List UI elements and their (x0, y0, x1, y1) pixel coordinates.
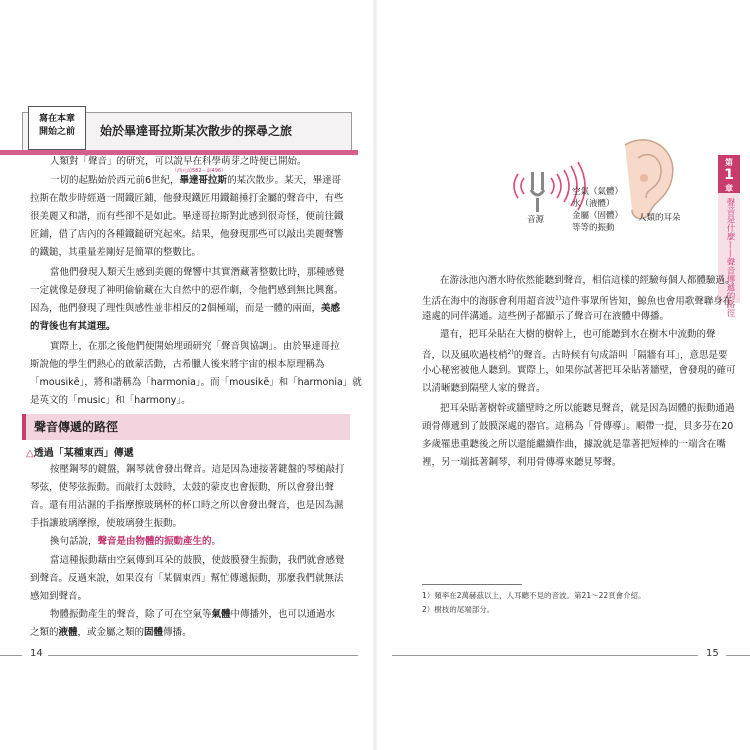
triangle-icon: △ (26, 448, 34, 459)
text-run: 換句話說， (50, 536, 98, 547)
ruby-annotation: （西元前582－前496） (172, 168, 227, 174)
highlight-term: 美感 (321, 303, 341, 314)
footer-rule (392, 655, 698, 656)
footer-rule-right (726, 655, 750, 656)
term-liquid: 液體 (58, 627, 78, 638)
text-run: 音，以及風吹過枝梢 (422, 350, 508, 362)
paragraph-line: 「mousikē」，將和諧稱為「harmonia」。而「mousikē」和「harmonia」就 (30, 377, 362, 388)
footer-rule (48, 655, 358, 656)
text-run: 一切的起點始於西元前6世紀， (50, 175, 180, 186)
media-air: 空氣（氣體） (572, 187, 624, 197)
paragraph-line: 以清晰聽到隔壁人家的聲音。 (422, 383, 546, 394)
highlight-name: 畢達哥拉斯 (179, 175, 228, 186)
footnote-1: 1）頻率在2萬赫茲以上，人耳聽不見的音波。第21～22頁會介紹。 (422, 591, 646, 600)
text-run: 因為，他們發現了理性與感性並非相反的2個極端，而是一體的兩面， (30, 303, 322, 314)
intro-tag (28, 106, 86, 150)
intro-tag-line1: 寫在本章 (38, 114, 75, 124)
paragraph-line: 的鐵鎚，其重量差剛好是簡單的整數比。 (30, 247, 202, 258)
text-run: 中傳播外，也可以通過水 (230, 609, 336, 620)
ear-icon (625, 140, 673, 219)
paragraph-line: 小心秘密被他人聽到。實際上，如果你試著把耳朵貼著牆壁，會發現的確可 (422, 365, 736, 376)
tuning-fork-icon (531, 172, 544, 212)
sound-wave-left-icon (514, 174, 524, 198)
text-run: 之類的 (30, 627, 59, 638)
footnote-ref: 2) (507, 349, 514, 356)
text-run: 。 (211, 536, 222, 547)
paragraph-line: 斯說他的學生們熱心的啟蒙活動，古希臘人後來將宇宙的根本原理稱為 (30, 359, 325, 370)
intro-title: 始於畢達哥拉斯某次散步的探尋之旅 (100, 124, 293, 138)
paragraph-line: 手指讓玻璃摩擦，使玻璃發生振動。 (30, 518, 183, 529)
paragraph-line: 是英文的「music」和「harmony」。 (30, 395, 191, 406)
paragraph-line: 把耳朵貼著樹幹或牆壁時之所以能聽見聲音，就是因為固體的振動通過 (440, 403, 735, 414)
page-number-right: 15 (706, 648, 719, 659)
text-run: 這件事眾所皆知，鯨魚也會用歌聲聯身在 (561, 296, 733, 308)
chapter-number: 1 (724, 167, 734, 183)
chapter-tab (718, 155, 740, 193)
paragraph-line: 一定就像是發現了神明偷偷藏在大自然中的惡作劇，令他們感到無比興奮。 (30, 285, 344, 296)
paragraph-line: 感知到聲音。 (30, 591, 88, 602)
page-number-left: 14 (30, 648, 43, 659)
text-run: 傳播。 (163, 627, 192, 638)
text-run: ，或金屬之類的 (77, 627, 145, 638)
paragraph: 人類對「聲音」的研究，可以說早在科學萌芽之時便已開始。 (50, 156, 307, 167)
paragraph-line: 的背後也有其道理。 (30, 321, 116, 332)
footer-rule-left (0, 655, 22, 656)
paragraph-line: 遠處的同伴溝通。這些例子都顯示了聲音可在液體中傳播。 (422, 311, 670, 322)
paragraph-line (50, 606, 335, 623)
paragraph-line: 多歲罹患重聽後之所以還能繼續作曲，據說就是靠著把短棒的一端含在嘴 (422, 439, 727, 450)
media-water: 水（液體） (572, 199, 615, 209)
paragraph-line: 頭骨傳遞到了鼓膜深處的器官。這稱為「骨傳導」。順帶一提，貝多芬在20 (422, 421, 734, 432)
paragraph-line: 在游泳池內潛水時依然能聽到聲音，相信這樣的經驗每個人都體驗過。 (440, 275, 735, 286)
subsection-title (26, 444, 134, 459)
paragraph-line (50, 533, 221, 550)
paragraph-line: 實際上，在那之後他們便開始埋頭研究「聲音與協調」。由於畢達哥拉 (50, 341, 340, 352)
term-solid: 固體 (144, 627, 164, 638)
key-point: 聲音是由物體的振動產生的 (97, 536, 212, 547)
paragraph-line: 音。還有用沾濕的手指摩擦玻璃杯的杯口時之所以會發出聲音，也是因為濕 (30, 500, 344, 511)
paragraph-line (30, 300, 340, 317)
chapter-tab-suffix: 章 (725, 184, 733, 193)
paragraph-line: 拉斯在散步時經過一間鐵匠鋪，他發現鐵匠用鐵鎚捶打金屬的聲音中，有些 (30, 193, 344, 204)
paragraph-line (30, 624, 192, 641)
footnote-2: 2）樹枝的尾端部分。 (422, 605, 495, 614)
text-run: 的某次散步。某天，畢達哥 (227, 175, 342, 186)
chapter-tab-prefix: 第 (725, 158, 733, 167)
paragraph-line: 當他們發現人類天生感到美麗的聲響中其實潛藏著整數比時，那種感覺 (50, 267, 345, 278)
paragraph-line: 到聲音。反過來說，如果沒有「某個東西」幫忙傳遞振動，那麼我們就無法 (30, 573, 344, 584)
chapter-side-title: 聲音是什麼——聲音傳遞的路徑 (725, 198, 735, 317)
paragraph-line: 裡，另一端抵著鋼琴，利用骨傳導來聽見琴聲。 (422, 457, 622, 468)
text-run: 生活在海中的海豚會利用超音波 (422, 296, 556, 308)
section-title: 聲音傳遞的路徑 (34, 420, 119, 434)
paragraph-line: 很美麗又和諧，而有些卻不是如此。畢達哥拉斯對此感到很奇怪，便前往鐵 (30, 211, 344, 222)
paragraph-line: 當這種振動藉由空氣傳到耳朵的鼓膜，使鼓膜發生振動，我們就會感覺 (50, 555, 345, 566)
intro-tag-line2: 開始之前 (38, 127, 75, 137)
footnote-ref: 1) (555, 295, 562, 302)
media-vibration: 等等的振動 (572, 223, 615, 233)
paragraph-line: 匠鋪，借了店內的各種鐵鎚研究起來。結果，他發現那些可以敲出美麗聲響 (30, 229, 344, 240)
figure-label-ear: 人類的耳朵 (638, 213, 681, 223)
footnote-divider (422, 584, 522, 585)
paragraph-line: 按壓鋼琴的鍵盤，鋼琴就會發出聲音。這是因為連接著鍵盤的琴槌敲打 (50, 464, 345, 475)
paragraph-line: 琴弦，使琴弦振動。而敲打太鼓時，太鼓的蒙皮也會振動，所以會發出聲 (30, 482, 335, 493)
term-gas: 氣體 (211, 609, 231, 620)
paragraph-line: 還有，把耳朵貼在大樹的樹幹上，也可能聽到水在樹木中流動的聲 (440, 329, 716, 340)
subsection-text: 透過「某種東西」傳遞 (33, 448, 134, 459)
text-run: 的聲音。古時候有句成語叫「隔牆有耳」，意思是要 (513, 350, 728, 362)
paragraph (50, 172, 341, 189)
figure-label-media (572, 186, 623, 234)
text-run: 物體振動產生的聲音，除了可在空氣等 (50, 609, 212, 620)
figure-label-source: 音源 (527, 215, 545, 225)
media-metal: 金屬（固體） (572, 211, 624, 221)
